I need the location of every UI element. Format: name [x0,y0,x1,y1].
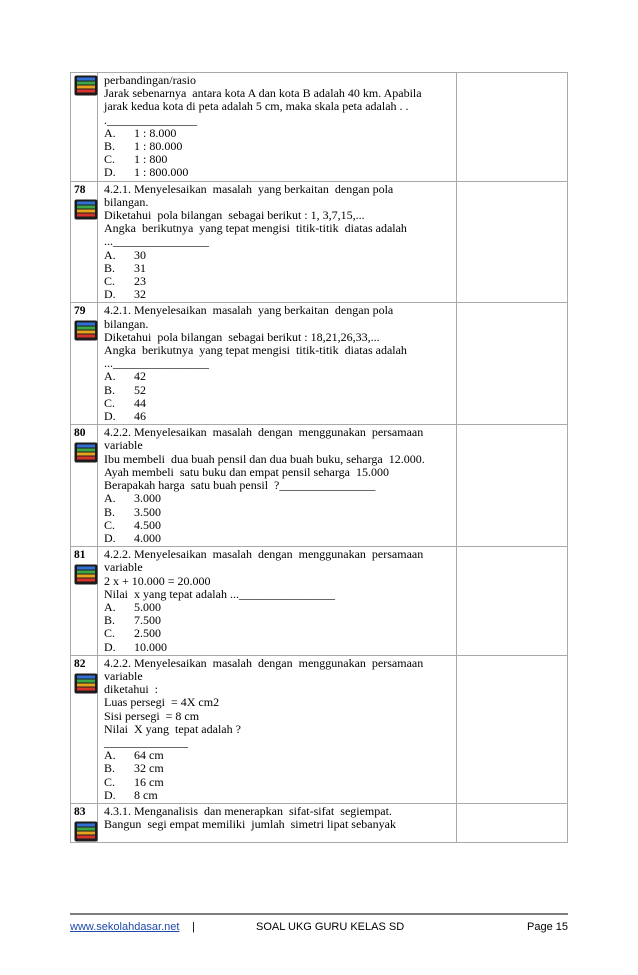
question-table [70,72,568,843]
answer-option [104,519,454,532]
answer-option [104,249,454,262]
option-text: 10.000 [134,639,167,654]
option-letter: A. [104,369,116,384]
question-text-line: Berapakah harga satu buah pensil ?________________ [104,478,376,493]
option-text: 7.500 [134,613,161,628]
option-text: 31 [134,260,146,275]
answer-option [104,288,454,301]
answer-option [104,262,454,275]
question-text-line: Diketahui pola bilangan sebagai berikut : 18,21,26,33,... [104,329,380,344]
page-footer [70,913,568,935]
option-letter: D. [104,530,116,545]
question-text-line: Nilai X yang tepat adalah ? [104,721,241,736]
answer-option [104,370,454,383]
question-content-cell [98,425,457,547]
question-number: 80 [74,427,86,440]
option-letter: C. [104,395,116,410]
website-link[interactable]: www.sekolahdasar.net [70,921,180,933]
option-text: 44 [134,395,146,410]
answer-option [104,762,454,775]
option-letter: D. [104,787,116,802]
question-number-cell [71,303,98,425]
answer-key-cell [457,181,568,303]
option-letter: D. [104,639,116,654]
question-row [71,181,568,303]
option-text: 1 : 800 [134,152,168,167]
question-text-line: Sisi persegi = 8 cm [104,708,200,723]
answer-option [104,641,454,654]
stack-list-icon [74,199,98,220]
question-text-line: bilangan. [104,194,149,209]
answer-option [104,410,454,423]
stack-list-icon [74,442,98,463]
option-text: 32 cm [134,761,164,776]
option-letter: D. [104,287,116,302]
option-text: 3.500 [134,504,161,519]
question-text-line: 4.2.2. Menyelesaikan masalah dengan menggunakan persamaan [104,547,424,562]
stack-list-icon [74,75,98,96]
question-content-cell [98,547,457,656]
option-letter: B. [104,504,116,519]
option-letter: B. [104,613,116,628]
option-letter: C. [104,626,116,641]
option-letter: D. [104,409,116,424]
answer-option [104,275,454,288]
question-text-line: Luas persegi = 4X cm2 [104,695,220,710]
option-text: 1 : 800.000 [134,165,189,180]
answer-option [104,397,454,410]
stack-list-icon [74,320,98,341]
question-content-cell [98,655,457,803]
option-text: 4.000 [134,530,161,545]
question-text-line: jarak kedua kota di peta adalah 5 cm, maka skala peta adalah . . [104,99,409,114]
option-text: 64 cm [134,748,164,763]
answer-key-cell [457,73,568,182]
option-letter: A. [104,599,116,614]
option-text: 2.500 [134,626,161,641]
question-number-cell [71,181,98,303]
option-letter: B. [104,761,116,776]
option-letter: A. [104,247,116,262]
question-text-line: Jarak sebenarnya antara kota A dan kota B adalah 40 km. Apabila [104,86,422,101]
option-letter: C. [104,774,116,789]
answer-option [104,776,454,789]
question-text-line: 4.2.2. Menyelesaikan masalah dengan menggunakan persamaan [104,655,424,670]
question-number-cell [71,803,98,842]
answer-option [104,627,454,640]
answer-option [104,384,454,397]
option-text: 52 [134,382,146,397]
answer-option [104,532,454,545]
option-letter: C. [104,152,116,167]
option-letter: C. [104,517,116,532]
answer-option [104,166,454,179]
page-number: Page 15 [527,921,568,933]
answer-key-cell [457,303,568,425]
question-text-line: variable [104,668,143,683]
option-text: 3.000 [134,491,161,506]
option-text: 42 [134,369,146,384]
option-letter: B. [104,382,116,397]
question-number-cell [71,425,98,547]
question-row [71,547,568,656]
option-letter: A. [104,748,116,763]
footer-separator: | [192,921,195,933]
question-row [71,425,568,547]
option-letter: D. [104,165,116,180]
question-text-line: Bangun segi empat memiliki jumlah simetri lipat sebanyak [104,817,396,832]
question-text-line: Ibu membeli dua buah pensil dan dua buah buku, seharga 12.000. [104,451,425,466]
option-text: 32 [134,287,146,302]
question-text-line: ...________________ [104,356,209,371]
question-text-line: 4.2.1. Menyelesaikan masalah yang berkaitan dengan pola [104,303,394,318]
question-text-line: ...________________ [104,234,209,249]
question-text-line: 4.2.2. Menyelesaikan masalah dengan menggunakan persamaan [104,425,424,440]
option-text: 46 [134,409,146,424]
question-text-line: bilangan. [104,316,149,331]
option-letter: B. [104,139,116,154]
question-text-line: Angka berikutnya yang tepat mengisi titik-titik diatas adalah [104,343,407,358]
question-text-line: 4.3.1. Menganalisis dan menerapkan sifat-sifat segiempat. [104,803,392,818]
answer-key-cell [457,803,568,842]
stack-list-icon [74,821,98,842]
option-text: 30 [134,247,146,262]
question-content-cell [98,803,457,842]
document-title: SOAL UKG GURU KELAS SD [256,921,405,933]
question-number-cell [71,655,98,803]
question-content-cell [98,73,457,182]
question-number: 81 [74,549,86,562]
question-row [71,803,568,842]
option-text: 1 : 8.000 [134,125,177,140]
option-letter: B. [104,260,116,275]
answer-option [104,492,454,505]
stack-list-icon [74,673,98,694]
question-text-line: Nilai x yang tepat adalah ...________________ [104,586,335,601]
option-text: 1 : 80.000 [134,139,183,154]
question-text-line: ______________ [104,734,188,749]
question-text-line: ._______________ [104,112,197,127]
question-number: 78 [74,183,86,196]
option-text: 5.000 [134,599,161,614]
option-letter: C. [104,274,116,289]
question-text-line: variable [104,560,143,575]
question-number-cell [71,73,98,182]
option-text: 8 cm [134,787,158,802]
answer-option [104,789,454,802]
question-text-line: perbandingan/rasio [104,73,196,87]
question-text-line: diketahui : [104,682,158,697]
question-text-line: 4.2.1. Menyelesaikan masalah yang berkaitan dengan pola [104,181,394,196]
question-row [71,73,568,182]
question-text-line: Diketahui pola bilangan sebagai berikut : 1, 3,7,15,... [104,208,365,223]
option-letter: A. [104,125,116,140]
answer-key-cell [457,425,568,547]
question-row [71,303,568,425]
answer-key-cell [457,655,568,803]
question-text-line: 2 x + 10.000 = 20.000 [104,573,211,588]
option-letter: A. [104,491,116,506]
answer-key-cell [457,547,568,656]
option-text: 4.500 [134,517,161,532]
question-text-line: variable [104,438,143,453]
question-text-line: Angka berikutnya yang tepat mengisi titik-titik diatas adalah [104,221,407,236]
question-number: 79 [74,305,86,318]
answer-option [104,506,454,519]
question-content-cell [98,303,457,425]
question-number: 82 [74,657,86,670]
question-number: 83 [74,805,86,818]
option-text: 16 cm [134,774,164,789]
question-text-line: Ayah membeli satu buku dan empat pensil seharga 15.000 [104,464,389,479]
question-content-cell [98,181,457,303]
stack-list-icon [74,564,98,585]
option-text: 23 [134,274,146,289]
question-row [71,655,568,803]
question-number-cell [71,547,98,656]
